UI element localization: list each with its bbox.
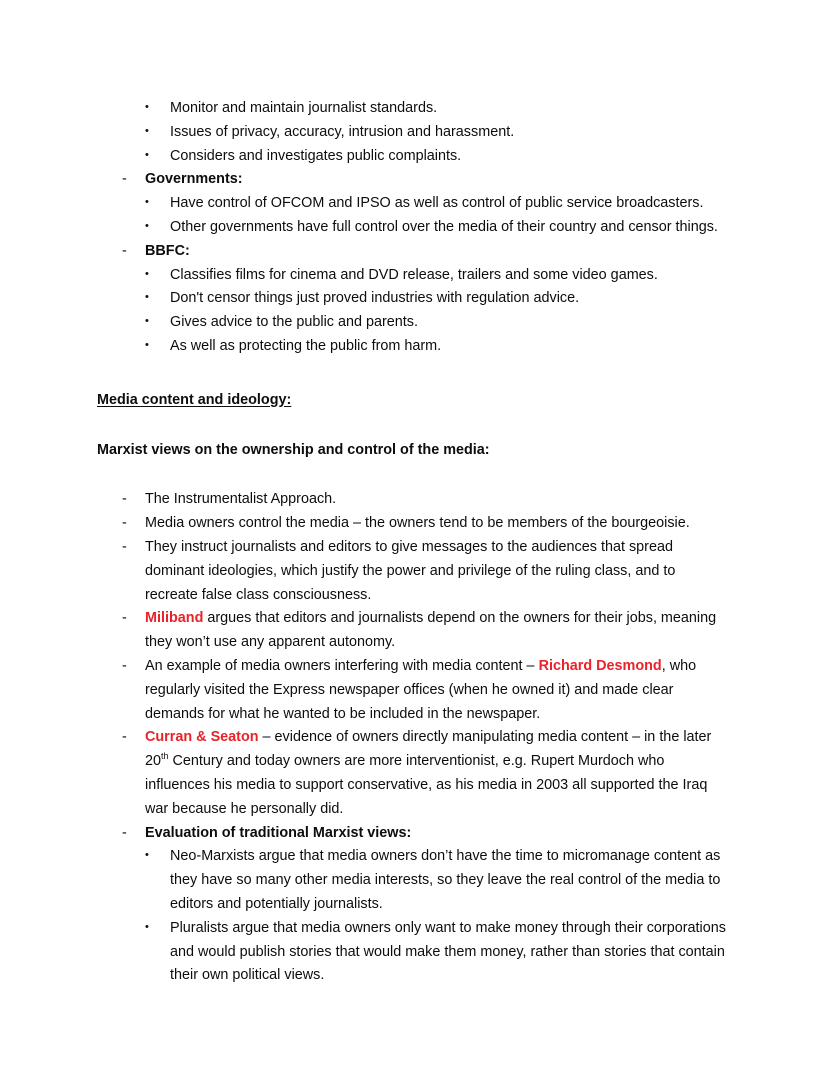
- bullet-icon: •: [145, 148, 149, 161]
- list-item-text-rest: , who regularly visited the Express newspaper offices (when he owned it) and made clear demands for what he wanted to be included in the newspaper.: [145, 657, 697, 722]
- list-item-text: Considers and investigates public complaints.: [170, 147, 462, 164]
- list-item-text: Governments:: [145, 171, 243, 188]
- dash-icon: -: [122, 657, 127, 674]
- dash-icon: -: [122, 515, 127, 532]
- list-item-bbfc: [97, 240, 731, 264]
- list-item: [97, 335, 731, 359]
- list-item-miliband: [97, 607, 731, 655]
- list-item-curran-seaton: [97, 726, 731, 821]
- dash-icon: -: [122, 538, 127, 555]
- list-item: [97, 216, 731, 240]
- list-item-text: Other governments have full control over the media of their country and censor things.: [170, 218, 718, 235]
- list-item-text-before: An example of media owners interfering with media content –: [145, 657, 539, 674]
- list-item: [97, 536, 731, 607]
- dash-icon: -: [122, 729, 127, 746]
- bullet-icon: •: [145, 849, 149, 862]
- bullet-icon: •: [145, 196, 149, 209]
- theorist-name-miliband: Miliband: [145, 610, 204, 627]
- theorist-name-richard-desmond: Richard Desmond: [538, 657, 662, 674]
- list-item: [97, 488, 731, 512]
- list-item-text: Media owners control the media – the owners tend to be members of the bourgeoisie.: [145, 515, 690, 532]
- bullet-icon: •: [145, 101, 149, 113]
- list-item-text: Have control of OFCOM and IPSO as well as control of public service broadcasters.: [170, 195, 704, 212]
- list-item-text-mid: – evidence of owners directly manipulating media content – in the later 20: [145, 729, 712, 770]
- list-item-text: Evaluation of traditional Marxist views:: [145, 824, 412, 841]
- spacer: [97, 413, 731, 439]
- bullet-icon: •: [145, 338, 149, 351]
- bullet-icon: •: [145, 124, 149, 137]
- list-item: [97, 264, 731, 288]
- dash-icon: -: [122, 242, 127, 259]
- list-item-text: Monitor and maintain journalist standards.: [170, 100, 438, 116]
- list-item-text: [145, 726, 731, 821]
- spacer: [97, 462, 731, 488]
- list-item-richard-desmond: [97, 655, 731, 726]
- list-item-text-rest: argues that editors and journalists depend on the owners for their jobs, meaning they won’t use any apparent autonomy.: [145, 610, 717, 651]
- list-item-text: The Instrumentalist Approach.: [145, 491, 337, 508]
- dash-icon: -: [122, 171, 127, 188]
- bullet-icon: •: [145, 219, 149, 232]
- dash-icon: -: [122, 824, 127, 841]
- list-item-text: As well as protecting the public from harm.: [170, 337, 442, 354]
- list-item-text: [145, 655, 731, 726]
- list-item: [97, 311, 731, 335]
- list-item-text: Classifies films for cinema and DVD release, trailers and some video games.: [170, 266, 658, 283]
- list-item-text: Pluralists argue that media owners only want to make money through their corporations and would publish stories that would make them money, rather than stories that contain their own political views.: [170, 919, 726, 984]
- bullet-icon: •: [145, 267, 149, 280]
- subheading-marxist-views: Marxist views on the ownership and control of the media:: [97, 441, 490, 458]
- ordinal-suffix: th: [161, 751, 169, 762]
- document-body: [97, 97, 731, 988]
- section-heading-media-content-ideology: Media content and ideology:: [97, 391, 292, 408]
- list-item: [97, 917, 731, 988]
- list-item: [97, 192, 731, 216]
- list-item-text-rest: Century and today owners are more interventionist, e.g. Rupert Murdoch who influences his media to support conservative, as his media in 2003 all supported the Iraq war because he personally did.: [145, 753, 708, 817]
- list-item-text: Don't censor things just proved industries with regulation advice.: [170, 290, 580, 307]
- list-item-text: Issues of privacy, accuracy, intrusion and harassment.: [170, 123, 515, 140]
- list-item-text: [145, 607, 731, 655]
- dash-icon: -: [122, 610, 127, 627]
- bullet-icon: •: [145, 291, 149, 304]
- list-item-evaluation: [97, 822, 731, 846]
- dash-icon: -: [122, 491, 127, 508]
- theorist-name-curran-seaton: Curran & Seaton: [145, 729, 259, 746]
- bullet-icon: •: [145, 315, 149, 328]
- list-item-text: They instruct journalists and editors to give messages to the audiences that spread dominant ideologies, which justify the power and privilege of the ruling class, and to recreate false class consciousness.: [145, 538, 676, 603]
- list-item: [97, 145, 731, 169]
- list-item-text: BBFC:: [145, 242, 190, 259]
- spacer: [97, 359, 731, 389]
- list-item-text: Gives advice to the public and parents.: [170, 314, 418, 331]
- bullet-icon: •: [145, 920, 149, 933]
- list-item: [97, 121, 731, 145]
- list-item: [97, 97, 731, 121]
- list-item: [97, 287, 731, 311]
- list-item: [97, 512, 731, 536]
- list-item: [97, 845, 731, 916]
- list-item-text: Neo-Marxists argue that media owners don’t have the time to micromanage content as they have so many other media interests, so they leave the real control of the media to editors and potentially journalists.: [170, 848, 721, 912]
- list-item-governments: [97, 168, 731, 192]
